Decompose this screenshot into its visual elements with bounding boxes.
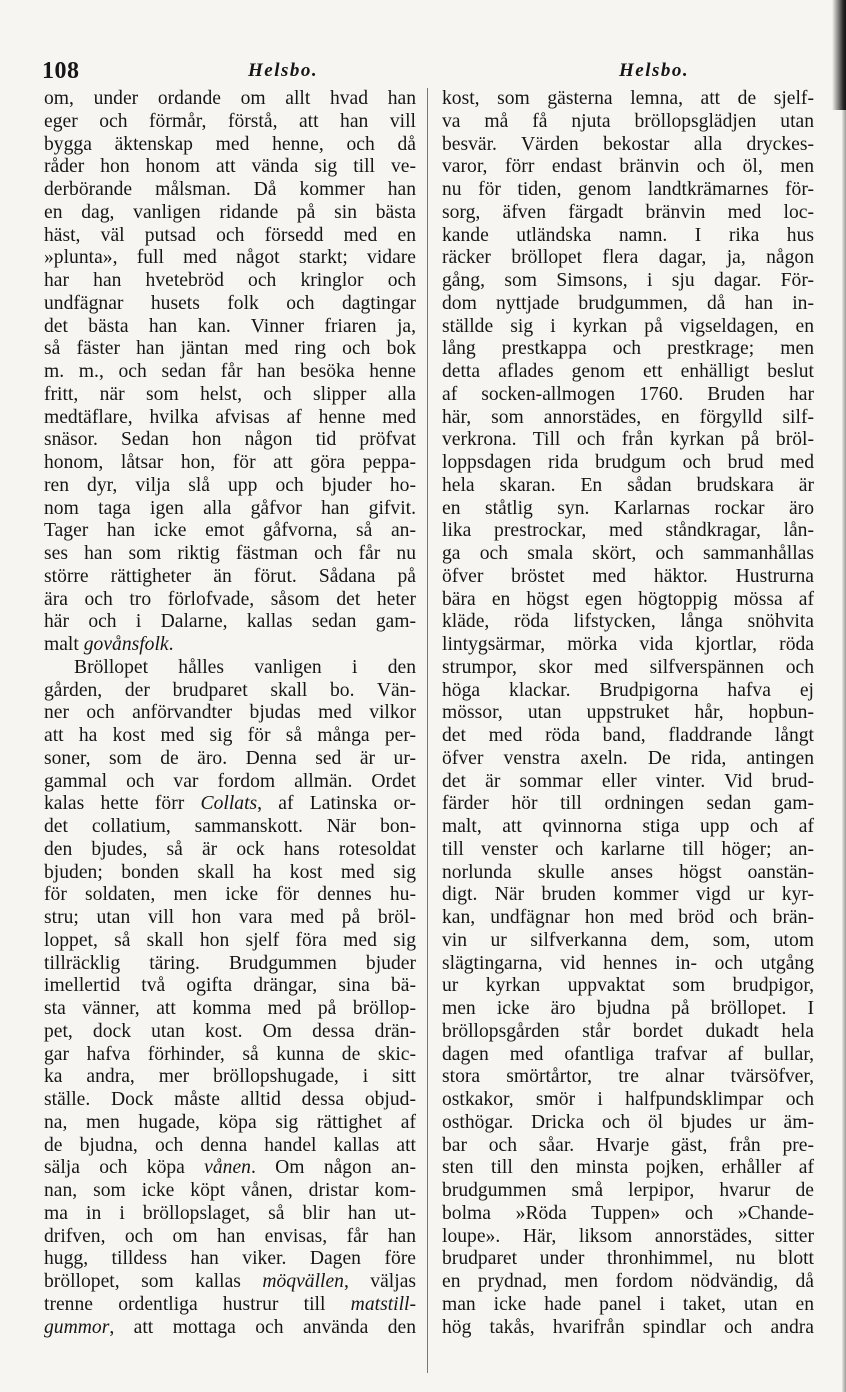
text-line: nan, som icke köpt vånen, dristar kom- <box>44 1180 416 1201</box>
text-line: kläde, röda lifstycken, långa snöhvita <box>442 611 814 633</box>
text-line: snäsor. Sedan hon någon tid pröfvat <box>44 429 416 451</box>
text-line: digt. När bruden kommer vigd ur kyr- <box>442 884 814 906</box>
text-line: osthögar. Dricka och öl bjudes ur äm- <box>442 1111 814 1133</box>
text-line: gammal och var fordom allmän. Ordet <box>44 770 416 792</box>
text-line: gården, der brudparet skall bo. Vän- <box>44 679 416 701</box>
text-line: de bjudna, och denna handel kallas att <box>44 1134 416 1156</box>
text-line: färder hör till ordningen sedan gam- <box>442 793 814 815</box>
page-number: 108 <box>42 58 80 84</box>
text-line: det collatium, sammanskott. När bon- <box>44 816 416 837</box>
text-line: bröllopet, som kallas möqvällen, väljas <box>44 1271 416 1292</box>
text-line: hela skaran. En sådan brudskara är <box>442 474 814 496</box>
text-line: imellertid två ogifta drängar, sina bä- <box>44 975 416 997</box>
text-line: undfägnar husets folk och dagtingar <box>44 292 416 314</box>
text-line: mössor, utan uppstruket hår, hopbun- <box>442 702 814 724</box>
text-line: en prydnad, men fordom nödvändig, då <box>442 1271 814 1292</box>
text-line: bära en högst egen högtoppig mössa af <box>442 588 814 610</box>
text-line: gång, som Simsons, i sju dagar. För- <box>442 270 814 291</box>
text-line: eger och förmår, förstå, att han vill <box>44 110 416 132</box>
text-line: kost, som gästerna lemna, att de sjelf- <box>442 88 814 109</box>
text-line: nu för tiden, genom landtkrämarnes för- <box>442 179 814 200</box>
text-line: m. m., och sedan får han besöka henne <box>44 361 416 382</box>
text-line: loppsdagen rida brudgum och brud med <box>442 452 814 473</box>
text-line: kande utländska namn. I rika hus <box>442 224 814 246</box>
text-line: en ståtlig syn. Karlarnas rockar äro <box>442 497 814 519</box>
text-line: det bästa han kan. Vinner friaren ja, <box>44 315 416 337</box>
text-line: ära och tro förlofvade, såsom det heter <box>44 588 416 610</box>
text-line: ma in i bröllopslaget, så blir han ut- <box>44 1202 416 1224</box>
text-line: en dag, vanligen ridande på sin bästa <box>44 201 416 223</box>
text-line: slägtingarna, vid hennes in- och utgång <box>442 952 814 974</box>
running-head-right: Helsbo. <box>619 60 690 81</box>
text-line: dagen med ofantliga trafvar af bullar, <box>442 1043 814 1065</box>
text-line: vin ur silfverkanna dem, som, utom <box>442 929 814 951</box>
text-line: det med röda band, fladdrande långt <box>442 725 814 746</box>
text-line: ur kyrkan uppvaktat som brudpigor, <box>442 975 814 997</box>
text-line: ner och anförvandter bjudas med vilkor <box>44 702 416 724</box>
text-line: va må få njuta bröllopsglädjen utan <box>442 110 814 132</box>
text-line: brudgummen små lerpipor, hvarur de <box>442 1180 814 1201</box>
text-line: loupe». Här, liksom annorstädes, sitter <box>442 1225 814 1247</box>
text-line: sta vänner, att komma med på bröllop- <box>44 998 416 1019</box>
column-divider <box>427 88 428 1373</box>
text-line: bjuden; bonden skall ha kost med sig <box>44 861 416 883</box>
text-line: öfver bröstet med häktor. Hustrurna <box>442 565 814 587</box>
text-line: gummor, att mottaga och använda den <box>44 1316 416 1338</box>
left-column <box>44 88 416 1339</box>
text-line: besvär. Värden bekostar alla dryckes- <box>442 133 814 155</box>
text-line: sorg, äfven färgadt bränvin med loc- <box>442 201 814 223</box>
text-line: råder hon honom att vända sig till ve- <box>44 156 416 178</box>
text-line: lintygsärmar, mörka vida kjortlar, röda <box>442 634 814 655</box>
text-line: tillräcklig täring. Brudgummen bjuder <box>44 952 416 974</box>
text-line: stru; utan vill hon vara med på bröl- <box>44 907 416 928</box>
text-line: ställe. Dock måste alltid dessa objud- <box>44 1089 416 1110</box>
text-line: kalas hette förr Collats, af Latinska or- <box>44 793 416 815</box>
text-line: loppet, så skall hon sjelf föra med sig <box>44 929 416 951</box>
text-line: derbörande målsman. Då kommer han <box>44 179 416 200</box>
running-head-left: Helsbo. <box>248 60 319 81</box>
text-line: soner, som de äro. Denna sed är ur- <box>44 747 416 769</box>
text-line: ostkakor, smör i halfpundsklimpar och <box>442 1089 814 1110</box>
text-line: höga klackar. Brudpigorna hafva ej <box>442 679 814 701</box>
text-line: fritt, när som helst, och slipper alla <box>44 383 416 405</box>
text-line: gar hafva förhinder, så kunna de skic- <box>44 1043 416 1065</box>
text-line: Bröllopet hålles vanligen i den <box>74 656 416 678</box>
text-line: bröllopsgården står bordet dukadt hela <box>442 1020 814 1042</box>
text-line: strumpor, skor med silfverspännen och <box>442 656 814 678</box>
text-line: här och i Dalarne, kallas sedan gam- <box>44 611 416 633</box>
text-line: malt govånsfolk. <box>44 634 174 655</box>
text-line: att ha kost med sig för så många per- <box>44 725 416 746</box>
text-line: större rättigheter än förut. Sådana på <box>44 565 416 587</box>
text-line: hög takås, hvarifrån spindlar och andra <box>442 1316 814 1338</box>
text-line: trenne ordentliga hustrur till matstill- <box>44 1293 416 1315</box>
text-line: till venster och karlarne till höger; an- <box>442 838 814 860</box>
text-line: men icke äro bjudna på bröllopet. I <box>442 998 814 1019</box>
text-line: om, under ordande om allt hvad han <box>44 88 416 109</box>
page-edge <box>842 0 846 1392</box>
text-line: af socken-allmogen 1760. Bruden har <box>442 383 814 405</box>
text-line: har han hvetebröd och kringlor och <box>44 270 416 291</box>
text-line: verkrona. Till och från kyrkan på bröl- <box>442 429 814 451</box>
text-line: drifven, och om han envisas, får han <box>44 1225 416 1247</box>
text-line: brudparet under thronhimmel, nu blott <box>442 1248 814 1270</box>
text-line: »plunta», full med något starkt; vidare <box>44 247 416 269</box>
text-line: honom, låtsar hon, för att göra peppa- <box>44 452 416 473</box>
text-line: sälja och köpa vånen. Om någon an- <box>44 1157 416 1179</box>
text-line: nom taga igen alla gåfvor han gifvit. <box>44 497 416 519</box>
text-line: ren dyr, vilja slå upp och bjuder ho- <box>44 474 416 496</box>
text-line: ses han som riktig fästman och får nu <box>44 543 416 564</box>
page-edge-shadow <box>832 0 846 110</box>
text-line: bygga äktenskap med henne, och då <box>44 133 416 155</box>
text-line: bolma »Röda Tuppen» och »Chande- <box>442 1202 814 1224</box>
text-line: detta aflades genom ett enhälligt beslut <box>442 361 814 382</box>
text-line: ka andra, mer bröllopshugade, i sitt <box>44 1066 416 1088</box>
text-line: na, men hugade, köpa sig rättighet af <box>44 1111 416 1133</box>
text-line: varor, förr endast bränvin och öl, men <box>442 156 814 178</box>
right-column <box>442 88 814 1339</box>
text-line: dom nyttjade brudgummen, då han in- <box>442 292 814 314</box>
text-line: stora smörtårtor, tre alnar tvärsöfver, <box>442 1066 814 1088</box>
text-line: pet, dock utan kost. Om dessa drän- <box>44 1020 416 1042</box>
text-line: norlunda skulle anses högst oanstän- <box>442 861 814 883</box>
text-line: så fäster han jäntan med ring och bok <box>44 338 416 360</box>
text-line: medtäflare, hvilka afvisas af henne med <box>44 406 416 428</box>
text-line: den bjudes, så är ock hans rotesoldat <box>44 838 416 860</box>
text-line: ställde sig i kyrkan på vigseldagen, en <box>442 315 814 337</box>
running-header <box>36 56 816 90</box>
text-line: malt, att qvinnorna stiga upp och af <box>442 816 814 837</box>
text-line: hugg, tilldess han viker. Dagen före <box>44 1248 416 1270</box>
text-line: häst, väl putsad och försedd med en <box>44 224 416 246</box>
text-line: kan, undfägnar hon med bröd och brän- <box>442 907 814 928</box>
text-line: man icke hade panel i taket, utan en <box>442 1293 814 1315</box>
text-line: det är sommar eller vinter. Vid brud- <box>442 770 814 792</box>
text-line: ga och smala skört, och sammanhållas <box>442 543 814 564</box>
text-line: Tager han icke emot gåfvorna, så an- <box>44 520 416 542</box>
text-line: räcker bröllopet flera dagar, ja, någon <box>442 247 814 269</box>
text-line: för soldaten, men icke för dennes hu- <box>44 884 416 906</box>
text-line: öfver venstra axeln. De rida, antingen <box>442 747 814 769</box>
text-line: lika prestrockar, med ståndkragar, lån- <box>442 520 814 542</box>
text-line: lång prestkappa och prestkrage; men <box>442 338 814 360</box>
text-line: sten till den minsta pojken, erhåller af <box>442 1157 814 1179</box>
text-line: här, som annorstädes, en förgylld silf- <box>442 406 814 428</box>
text-line: bar och såar. Hvarje gäst, från pre- <box>442 1134 814 1156</box>
